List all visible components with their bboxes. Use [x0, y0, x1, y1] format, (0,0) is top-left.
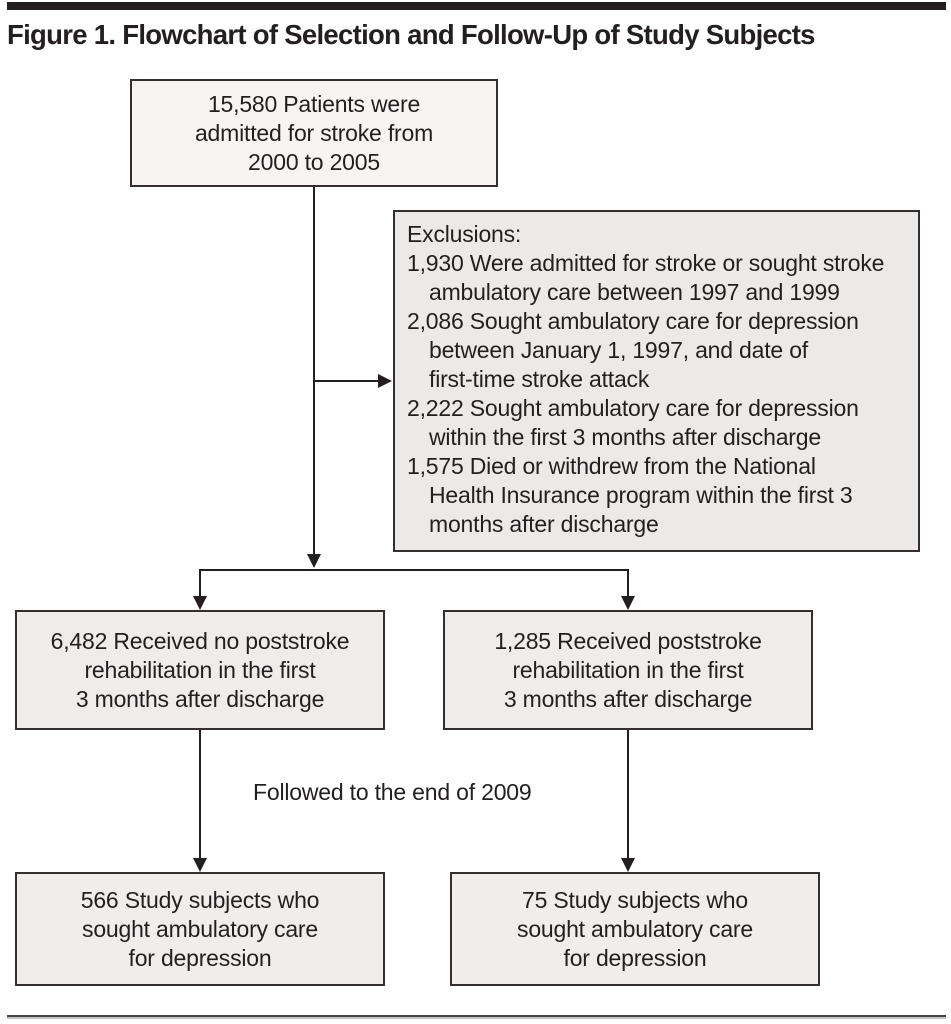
arrowhead-into-no-rehab-box — [193, 596, 207, 610]
exclusion-item-line: ambulatory care between 1997 and 1999 — [429, 279, 840, 305]
bottom-rule — [7, 1015, 946, 1017]
exclusion-item-line: 1,575 Died or withdrew from the National — [407, 453, 816, 479]
box-rehab-outcome — [450, 872, 820, 986]
connector-split-to-left-box — [199, 569, 201, 596]
follow-up-label: Followed to the end of 2009 — [253, 779, 532, 805]
connector-top-to-split — [313, 187, 315, 554]
arrowhead-into-left-outcome-box — [193, 858, 207, 872]
box-admitted-patients — [130, 79, 498, 187]
connector-to-exclusions — [314, 380, 378, 382]
exclusion-item-line: within the first 3 months after discharge — [429, 424, 821, 450]
top-rule — [7, 2, 946, 10]
figure-title: Figure 1. Flowchart of Selection and Follow-Up of Study Subjects — [7, 19, 815, 50]
exclusions-heading: Exclusions: — [407, 221, 522, 247]
exclusion-item-line: between January 1, 1997, and date of — [429, 337, 808, 363]
box-exclusions — [393, 210, 920, 552]
connector-left-to-outcome — [199, 730, 201, 858]
exclusion-item-line: 2,086 Sought ambulatory care for depression — [407, 308, 859, 334]
arrowhead-into-rehab-box — [621, 596, 635, 610]
connector-split-horizontal — [199, 569, 629, 571]
box-text-line: sought ambulatory care — [517, 915, 753, 942]
box-no-rehab-outcome — [15, 872, 385, 986]
exclusion-item-line: Health Insurance program within the first 3 — [429, 482, 853, 508]
box-text-line: 15,580 Patients were — [207, 90, 421, 117]
box-text-line: 2000 to 2005 — [248, 148, 380, 175]
box-text-line: admitted for stroke from — [194, 119, 434, 146]
box-text-line: rehabilitation in the first — [84, 656, 316, 683]
box-text-line: 1,285 Received poststroke — [494, 627, 762, 654]
box-text-line: for depression — [563, 944, 707, 971]
connector-right-to-outcome — [627, 730, 629, 858]
box-no-rehabilitation — [15, 610, 385, 730]
exclusion-item-line: months after discharge — [429, 511, 659, 537]
box-text-line: 3 months after discharge — [75, 685, 325, 712]
connector-split-to-right-box — [627, 569, 629, 596]
box-text-line: 75 Study subjects who — [522, 886, 748, 913]
box-rehabilitation — [443, 610, 813, 730]
exclusion-item-line: 1,930 Were admitted for stroke or sought stroke — [407, 250, 885, 276]
box-text-line: 566 Study subjects who — [80, 886, 320, 913]
box-text-line: 6,482 Received no poststroke — [50, 627, 350, 654]
box-text-line: sought ambulatory care — [82, 915, 318, 942]
box-text-line: for depression — [128, 944, 272, 971]
arrowhead-down-split — [307, 554, 321, 568]
box-text-line: 3 months after discharge — [503, 685, 753, 712]
arrowhead-into-right-outcome-box — [621, 858, 635, 872]
arrowhead-into-exclusions — [378, 374, 392, 388]
exclusion-item-line: 2,222 Sought ambulatory care for depression — [407, 395, 859, 421]
box-text-line: rehabilitation in the first — [512, 656, 744, 683]
exclusion-item-line: first-time stroke attack — [429, 366, 650, 392]
